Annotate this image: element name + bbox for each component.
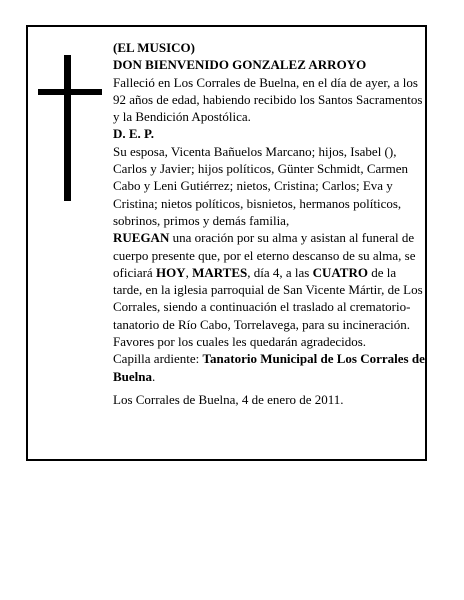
header-tag: (EL MUSICO) (113, 40, 195, 55)
notice-text (113, 39, 425, 408)
hoy-word: HOY (155, 264, 186, 280)
dep-line: D. E. P. (113, 126, 155, 142)
martes-word: MARTES (192, 264, 248, 280)
death-text: Falleció en Los Corrales de Buelna, en el día de ayer, a los 92 años de edad, habiendo recibido los Santos Sacramentos y la Bendición Apostólica. (113, 74, 423, 125)
chapel-end: . (152, 368, 156, 384)
cross-horizontal-bar (38, 89, 102, 95)
place-date: Los Corrales de Buelna, 4 de enero de 2011. (113, 391, 344, 407)
request-text-2: , día 4, a las (247, 264, 313, 280)
request-text-1: una oración por su alma y asistan al funeral de cuerpo presente que, por el eterno descanso de su alma, se oficiará (113, 230, 416, 280)
request-paragraph (113, 229, 425, 350)
cuatro-word: CUATRO (312, 264, 368, 280)
chapel-paragraph (113, 350, 425, 385)
cross-vertical-bar (64, 55, 71, 201)
request-text-3: de la tarde, en la iglesia parroquial de San Vicente Mártir, de Los Corrales, siendo a continuación el traslado al crematorio-tanatorio de Río Cabo, Torrelavega, para su incineración. Favores por los cuales les quedarán agradecidos. (113, 264, 423, 350)
cross-icon (38, 55, 102, 201)
chapel-label: Capilla ardiente: (113, 351, 203, 367)
family-text: Su esposa, Vicenta Bañuelos Marcano; hijos, Isabel (), Carlos y Javier; hijos políticos, Günter Schmidt, Carmen Cabo y Leni Gutiérrez; nietos, Cristina; Carlos; Eva y Cristina; nietos políticos, bisnietos, hermanos políticos, sobrinos, primos y demás familia, (113, 143, 408, 228)
ruegan-word: RUEGAN (113, 230, 170, 246)
deceased-name: DON BIENVENIDO GONZALEZ ARROYO (113, 57, 367, 73)
obituary-notice (26, 25, 427, 461)
comma-text: , (185, 264, 193, 280)
chapel-name: Tanatorio Municipal de Los Corrales de Buelna (113, 351, 425, 384)
